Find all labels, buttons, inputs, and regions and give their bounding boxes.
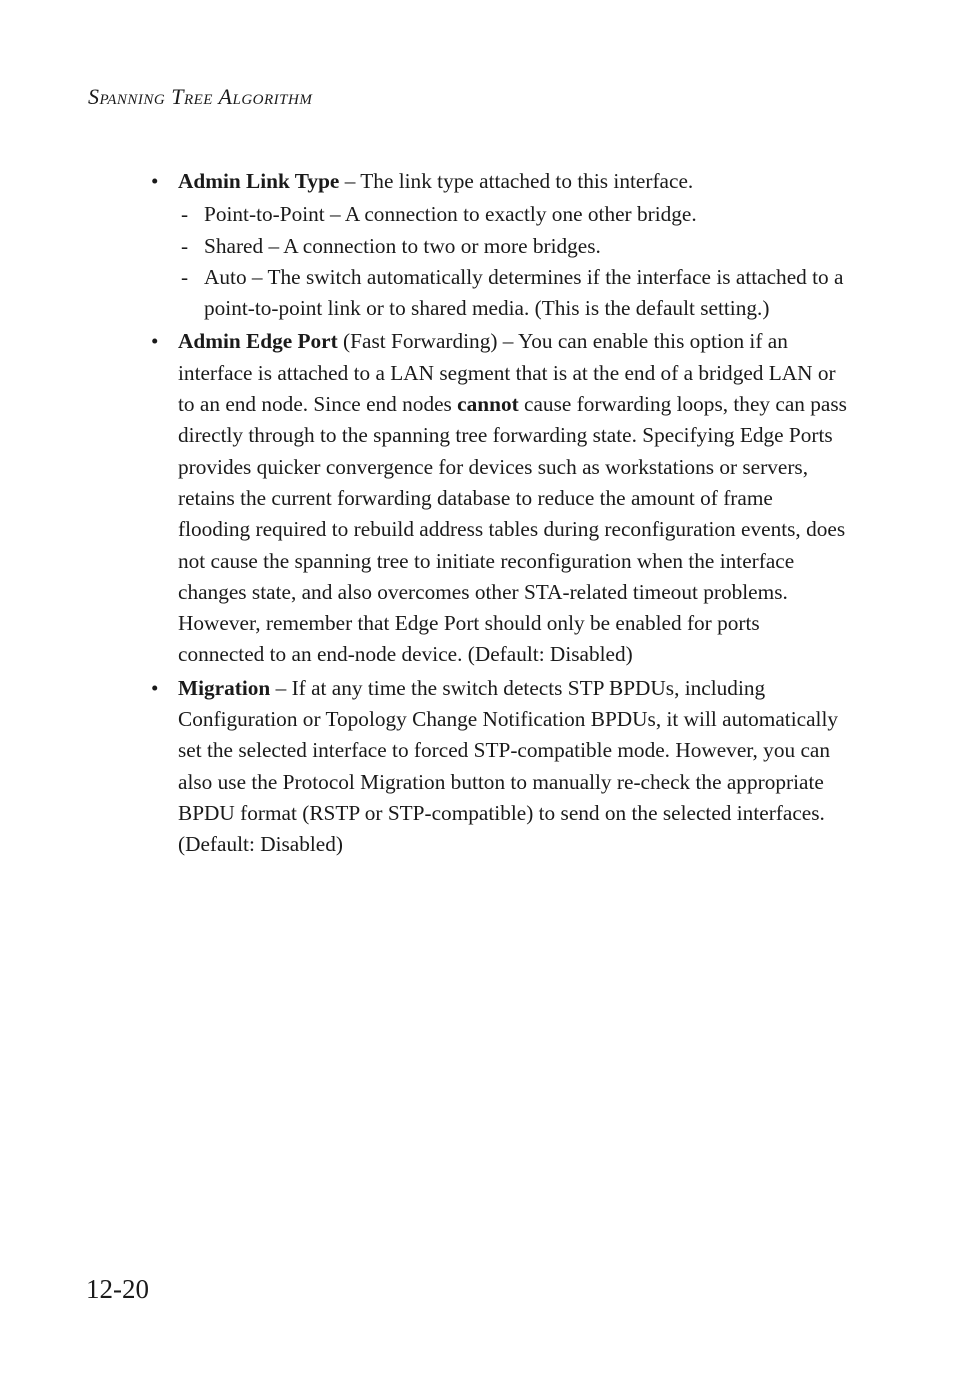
bullet-icon: • bbox=[151, 329, 159, 354]
description: – The link type attached to this interface. bbox=[339, 169, 694, 193]
description: – If at any time the switch detects STP BPDUs, including Configuration or Topology Change Notification BPDUs, it will automatically set the selected interface to forced STP-compatible mode. However, you can also use the Protocol Migration button to manually re-check the appropriate BPDU format (RSTP or STP-compatible) to send on the selected interfaces. (Default: Disabled) bbox=[178, 675, 839, 857]
emphasis-cannot: cannot bbox=[457, 392, 519, 417]
bullet-icon: • bbox=[151, 169, 159, 193]
bullet-paragraph bbox=[178, 166, 850, 197]
bullet-paragraph bbox=[178, 673, 850, 861]
sub-item-text: Shared – A connection to two or more bridges. bbox=[204, 233, 601, 258]
term-admin-edge-port: Admin Edge Port bbox=[178, 329, 338, 354]
dash-icon: - bbox=[181, 202, 189, 227]
sub-list-link-types bbox=[178, 199, 850, 324]
term-migration: Migration bbox=[178, 675, 271, 700]
description-part-1: (Fast Forwarding) – You can enable this option if an interface is attached to a LAN segment that is at the end of a bridged LAN or to an end node. Since end nodes bbox=[178, 329, 836, 417]
sub-item-shared bbox=[178, 231, 850, 262]
sub-item-text: Point-to-Point – A connection to exactly one other bridge. bbox=[204, 202, 697, 227]
bullet-migration bbox=[150, 673, 850, 861]
dash-icon: - bbox=[181, 233, 189, 258]
term-admin-link-type: Admin Link Type bbox=[178, 169, 340, 193]
dash-icon: - bbox=[181, 264, 189, 289]
sub-item-point-to-point bbox=[178, 199, 850, 230]
running-header: Spanning Tree Algorithm bbox=[88, 84, 313, 109]
description-part-2: cause forwarding loops, they can pass directly through to the spanning tree forwarding state. Specifying Edge Ports provides quicker convergence for devices such as workstations or servers, retains the current forwarding database to reduce the amount of frame flooding required to rebuild address tables during reconfiguration events, does not cause the spanning tree to initiate reconfiguration when the interface changes state, and also overcomes other STA-related timeout problems. However, remember that Edge Port should only be enabled for ports connected to an end-node device. (Default: Disabled) bbox=[178, 392, 847, 667]
sub-item-auto bbox=[178, 262, 850, 325]
bullet-admin-edge-port bbox=[150, 326, 850, 670]
page-number: 12-20 bbox=[86, 1274, 149, 1304]
sub-item-text: Auto – The switch automatically determines if the interface is attached to a point-to-point link or to shared media. (This is the default setting.) bbox=[204, 264, 844, 321]
bullet-icon: • bbox=[151, 675, 159, 700]
page-body bbox=[150, 166, 850, 861]
bullet-paragraph bbox=[178, 326, 850, 670]
bullet-admin-link-type bbox=[150, 166, 850, 324]
